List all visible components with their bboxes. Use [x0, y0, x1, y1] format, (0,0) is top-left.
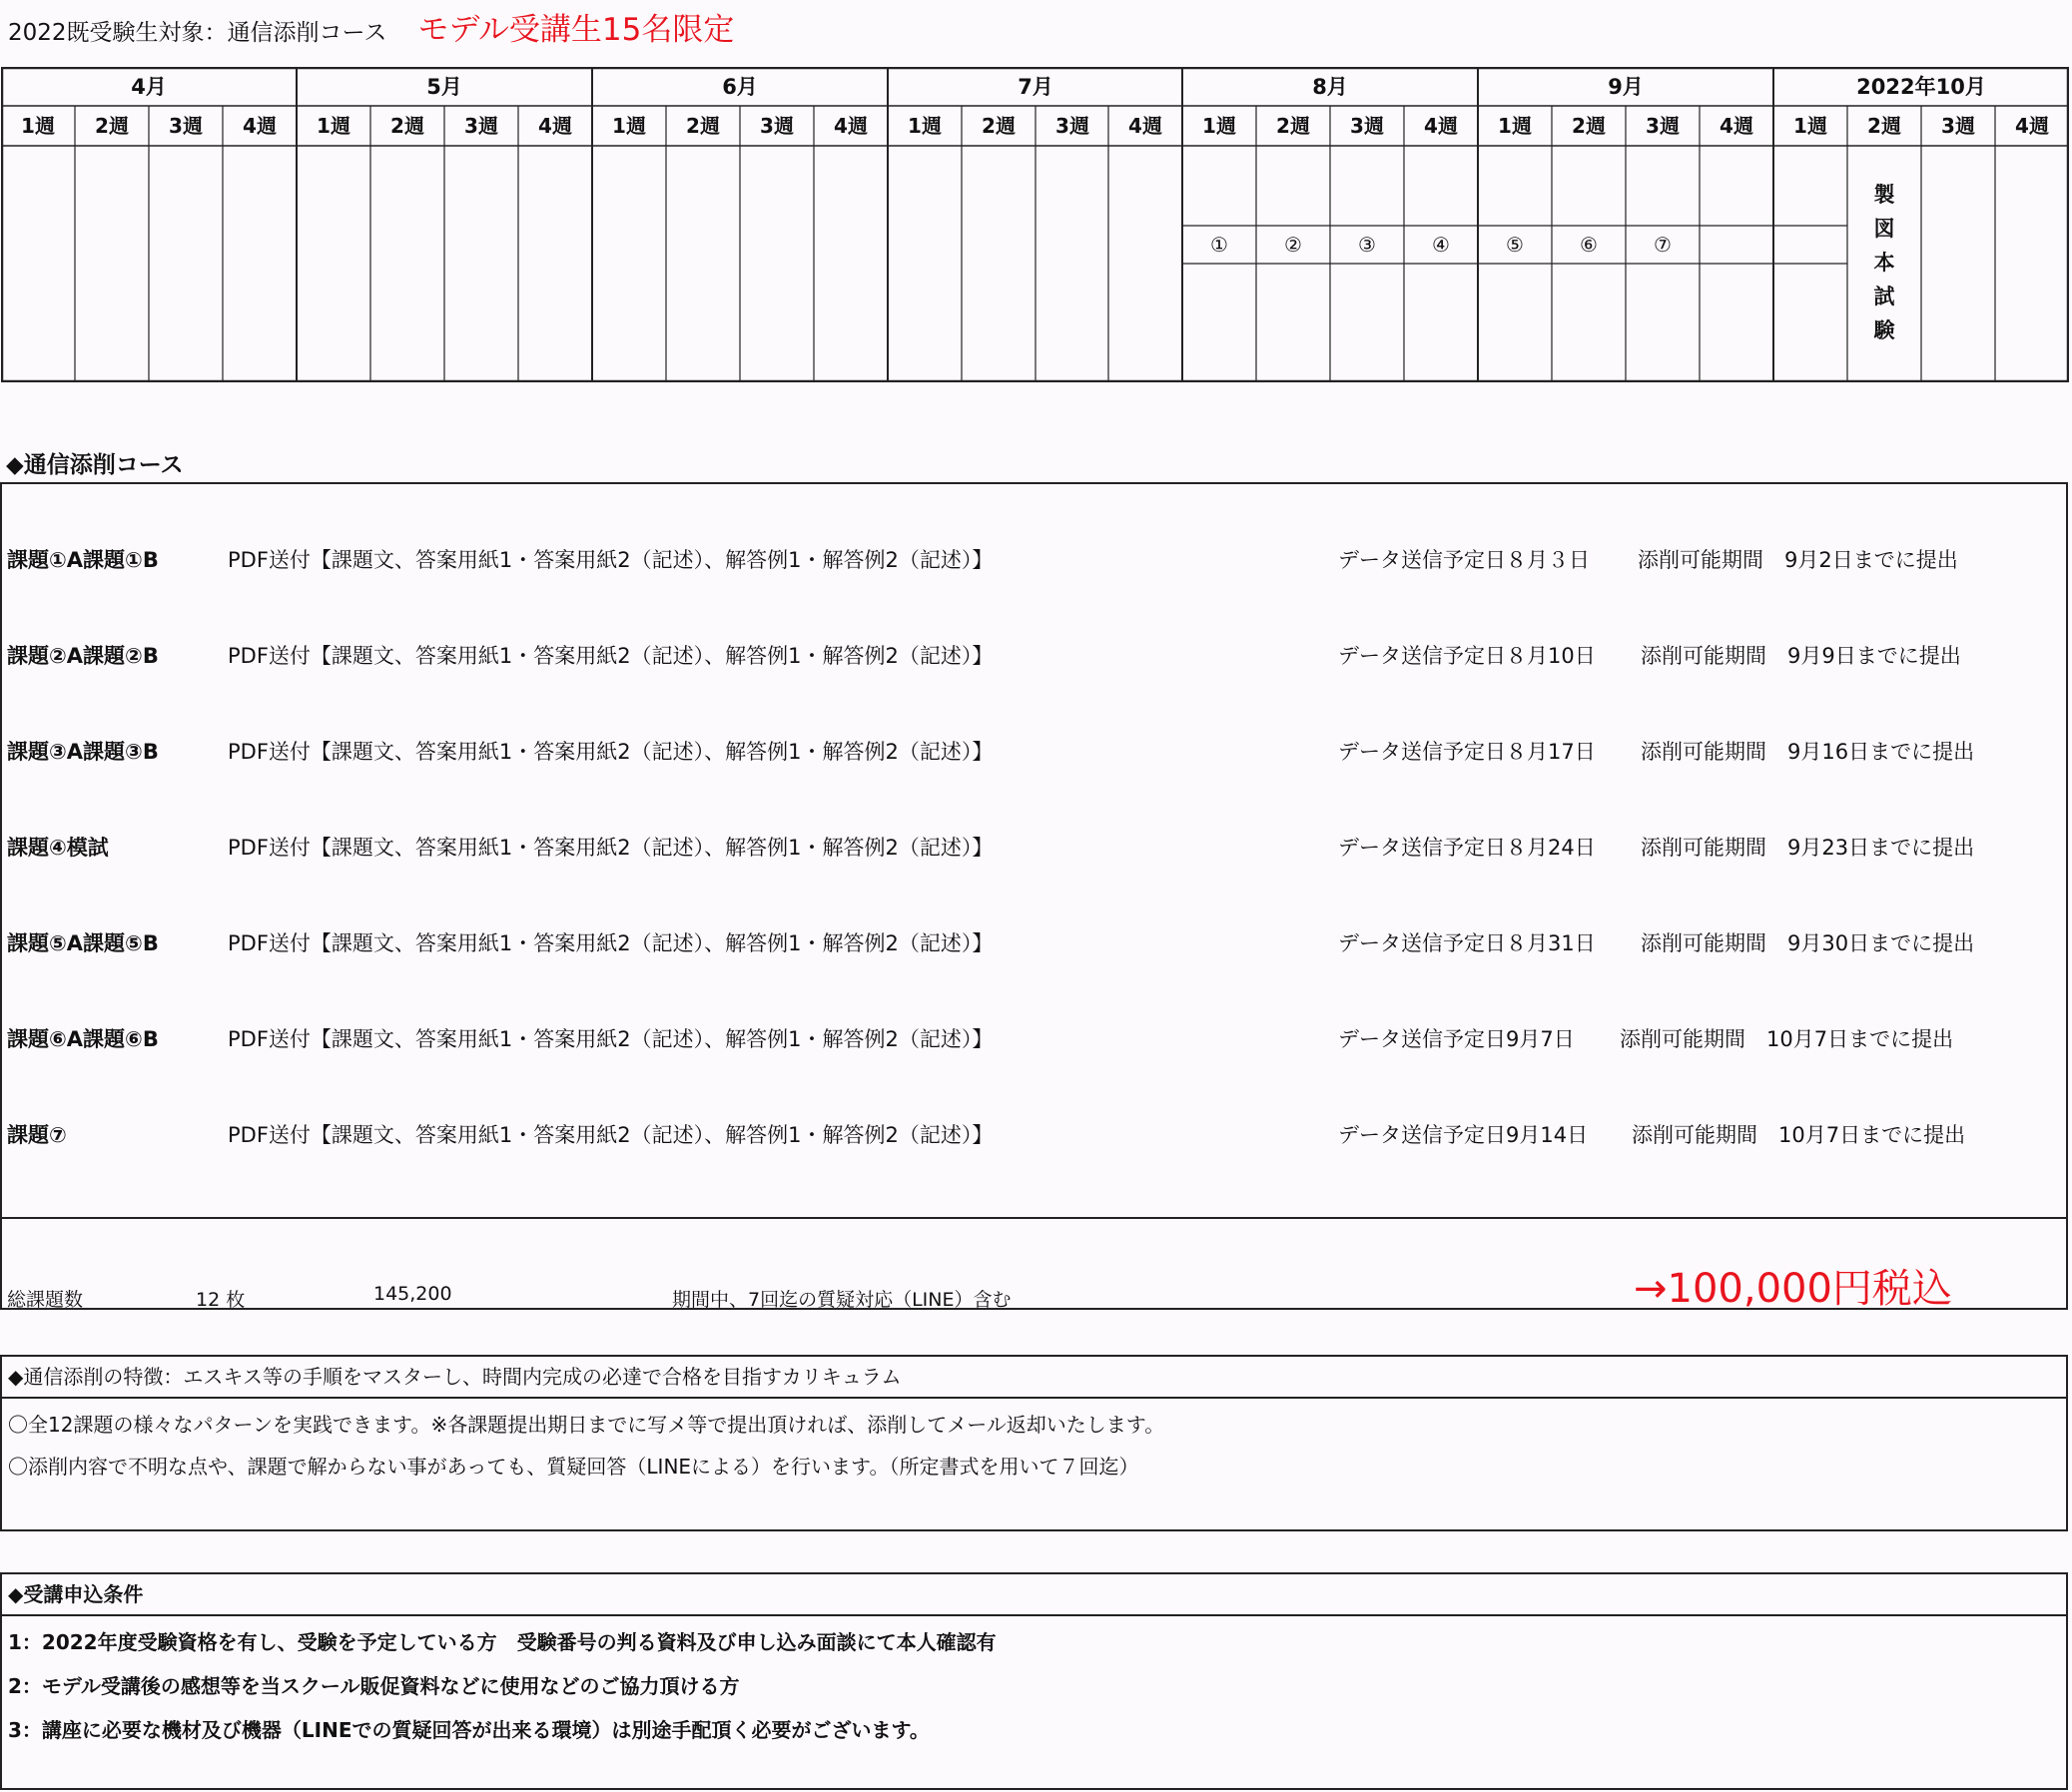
task-submission-period: 添削可能期間 10月7日までに提出	[1632, 1123, 1966, 1147]
exam-label-char: 本	[1873, 251, 1895, 275]
task-send-date: データ送信予定日８月17日	[1338, 740, 1596, 764]
task-name: 課題⑤A課題⑤B	[7, 931, 159, 955]
week-header: 1週	[1793, 114, 1827, 138]
task-content: PDF送付【課題文、答案用紙1・答案用紙2（記述）、解答例1・解答例2（記述）】	[228, 1027, 994, 1051]
course-task-table	[0, 482, 2068, 1310]
task-submission-period: 添削可能期間 9月9日までに提出	[1641, 644, 1961, 668]
exam-label-char: 試	[1873, 285, 1895, 308]
week-header: 4週	[243, 114, 277, 138]
task-marker: ⑦	[1654, 233, 1672, 257]
week-header: 3週	[169, 114, 203, 138]
task-name: 課題③A課題③B	[7, 740, 159, 764]
month-header: 6月	[722, 75, 758, 99]
schedule-grid	[1, 67, 2069, 382]
feature-line-1: 〇全12課題の様々なパターンを実践できます。※各課題提出期日までに写メ等で提出頂ければ、添削してメール返却いたします。	[8, 1413, 1165, 1437]
total-note: 期間中、7回迄の質疑対応（LINE）含む	[672, 1289, 1012, 1311]
week-header: 4週	[1424, 114, 1458, 138]
week-header: 2週	[390, 114, 424, 138]
task-content: PDF送付【課題文、答案用紙1・答案用紙2（記述）、解答例1・解答例2（記述）】	[228, 1123, 994, 1147]
condition-line-2: 2：モデル受講後の感想等を当スクール販促資料などに使用などのご協力頂ける方	[8, 1674, 740, 1698]
task-submission-period: 添削可能期間 9月2日までに提出	[1638, 548, 1958, 572]
total-label: 総課題数	[7, 1289, 84, 1311]
task-send-date: データ送信予定日８月24日	[1338, 836, 1596, 860]
course-section-heading: ◆通信添削コース	[6, 452, 184, 478]
features-box	[0, 1355, 2068, 1531]
week-header: 4週	[1128, 114, 1162, 138]
document-title: 2022既受験生対象：通信添削コース	[8, 20, 387, 46]
conditions-heading: ◆受講申込条件	[2, 1574, 2066, 1616]
task-marker: ④	[1432, 233, 1450, 257]
week-header: 3週	[464, 114, 498, 138]
month-header: 5月	[426, 75, 462, 99]
task-name: 課題①A課題①B	[7, 548, 159, 572]
week-header: 2週	[1572, 114, 1606, 138]
task-submission-period: 添削可能期間 10月7日までに提出	[1620, 1027, 1954, 1051]
week-header: 4週	[1720, 114, 1753, 138]
task-send-date: データ送信予定日9月7日	[1338, 1027, 1575, 1051]
task-send-date: データ送信予定日9月14日	[1338, 1123, 1589, 1147]
exam-label-char: 図	[1873, 217, 1895, 241]
task-content: PDF送付【課題文、答案用紙1・答案用紙2（記述）、解答例1・解答例2（記述）】	[228, 836, 994, 860]
month-header: 7月	[1018, 75, 1053, 99]
task-submission-period: 添削可能期間 9月23日までに提出	[1641, 836, 1975, 860]
month-header: 9月	[1608, 75, 1644, 99]
week-header: 3週	[760, 114, 794, 138]
week-header: 2週	[1276, 114, 1310, 138]
task-marker: ①	[1210, 233, 1228, 257]
week-header: 1週	[317, 114, 350, 138]
week-header: 1週	[908, 114, 942, 138]
month-header: 2022年10月	[1856, 75, 1986, 99]
week-header: 3週	[1055, 114, 1089, 138]
week-header: 3週	[1941, 114, 1975, 138]
week-header: 3週	[1646, 114, 1680, 138]
task-name: 課題⑥A課題⑥B	[7, 1027, 159, 1051]
task-marker: ③	[1358, 233, 1376, 257]
total-amount: 145,200	[373, 1283, 452, 1305]
condition-line-3: 3：講座に必要な機材及び機器（LINEでの質疑回答が出来る環境）は別途手配頂く必要がございます。	[8, 1718, 930, 1742]
week-header: 4週	[538, 114, 572, 138]
month-header: 4月	[131, 75, 167, 99]
task-marker: ②	[1284, 233, 1302, 257]
task-content: PDF送付【課題文、答案用紙1・答案用紙2（記述）、解答例1・解答例2（記述）】	[228, 740, 994, 764]
task-submission-period: 添削可能期間 9月30日までに提出	[1641, 931, 1975, 955]
exam-label-char: 製	[1873, 183, 1895, 207]
task-content: PDF送付【課題文、答案用紙1・答案用紙2（記述）、解答例1・解答例2（記述）】	[228, 644, 994, 668]
features-heading: ◆通信添削の特徴：エスキス等の手順をマスターし、時間内完成の必達で合格を目指すカリキュラム	[2, 1357, 2066, 1399]
week-header: 2週	[686, 114, 720, 138]
task-send-date: データ送信予定日８月３日	[1338, 548, 1590, 572]
week-header: 2週	[95, 114, 129, 138]
conditions-box	[0, 1572, 2068, 1790]
task-send-date: データ送信予定日８月10日	[1338, 644, 1596, 668]
task-submission-period: 添削可能期間 9月16日までに提出	[1641, 740, 1975, 764]
task-marker: ⑤	[1506, 233, 1524, 257]
task-content: PDF送付【課題文、答案用紙1・答案用紙2（記述）、解答例1・解答例2（記述）】	[228, 931, 994, 955]
week-header: 4週	[834, 114, 868, 138]
totals-divider	[2, 1217, 2066, 1219]
total-count: 12 枚	[196, 1289, 246, 1311]
discount-price: →100,000円税込	[1634, 1266, 1952, 1312]
document-title-row	[8, 4, 735, 48]
exam-label-char: 験	[1873, 318, 1895, 342]
week-header: 1週	[1498, 114, 1532, 138]
week-header: 4週	[2015, 114, 2049, 138]
week-header: 1週	[612, 114, 646, 138]
task-name: 課題②A課題②B	[7, 644, 159, 668]
month-header: 8月	[1312, 75, 1348, 99]
feature-line-2: 〇添削内容で不明な点や、課題で解からない事があっても、質疑回答（LINEによる）を行います。（所定書式を用いて７回迄）	[8, 1455, 1139, 1479]
week-header: 1週	[21, 114, 55, 138]
task-content: PDF送付【課題文、答案用紙1・答案用紙2（記述）、解答例1・解答例2（記述）】	[228, 548, 994, 572]
task-marker: ⑥	[1580, 233, 1598, 257]
task-name: 課題④模試	[7, 836, 109, 860]
task-send-date: データ送信予定日８月31日	[1338, 931, 1596, 955]
week-header: 1週	[1202, 114, 1236, 138]
limited-offer-label: モデル受講生15名限定	[417, 12, 735, 48]
week-header: 3週	[1350, 114, 1384, 138]
condition-line-1: 1：2022年度受験資格を有し、受験を予定している方 受験番号の判る資料及び申し込み面談にて本人確認有	[8, 1630, 997, 1654]
task-name: 課題⑦	[7, 1123, 67, 1147]
week-header: 2週	[982, 114, 1016, 138]
week-header: 2週	[1867, 114, 1901, 138]
